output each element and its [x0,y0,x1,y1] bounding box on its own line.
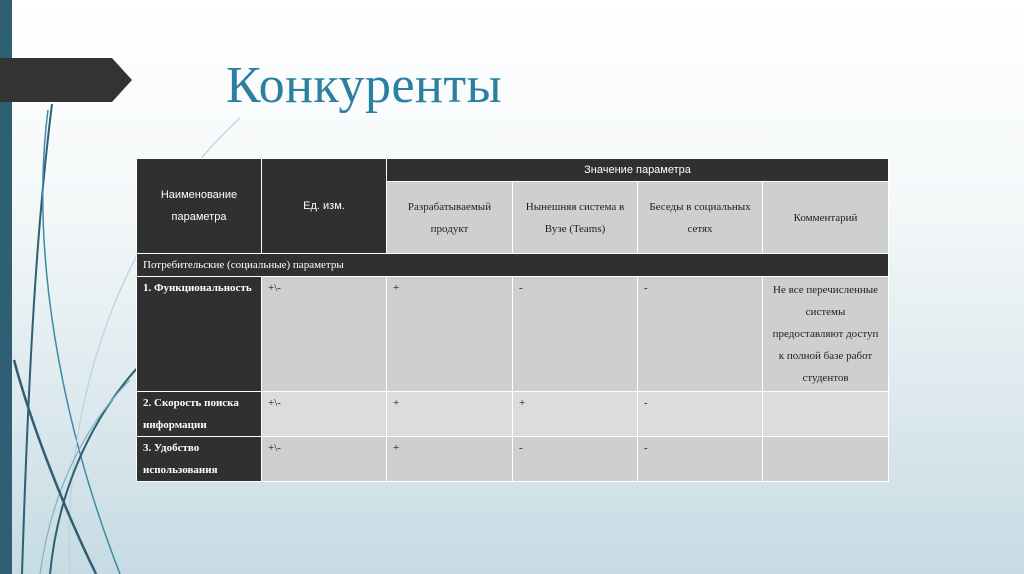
subheader-social-chats: Беседы в социальных сетях [638,182,763,254]
row-comment [763,392,889,437]
header-parameter-name [137,159,262,254]
row-product-value: + [387,437,513,482]
row-current-value: - [513,437,638,482]
row-comment [763,437,889,482]
row-name: 2. Скорость поиска информации [137,392,262,437]
row-unit: +\- [262,277,387,392]
row-unit: +\- [262,392,387,437]
table-row [137,277,889,392]
title-arrow-shape [0,58,132,102]
row-name: 1. Функциональность [137,277,262,392]
row-social-value: - [638,392,763,437]
competitors-table [136,158,889,482]
row-current-value: + [513,392,638,437]
row-unit: +\- [262,437,387,482]
header-unit-text: Ед. изм. [303,200,345,212]
row-social-value: - [638,277,763,392]
section-consumer-params: Потребительские (социальные) параметры [137,254,889,277]
header-parameter-name-text: Наименование параметра [160,189,238,223]
row-product-value: + [387,277,513,392]
row-comment: Не все перечисленные системы предоставляют доступ к полной базе работ студентов [763,277,889,392]
header-value-group: Значение параметра [387,159,889,182]
subheader-product: Разрабатываемый продукт [387,182,513,254]
row-social-value: - [638,437,763,482]
table-row [137,437,889,482]
row-name: 3. Удобство использования [137,437,262,482]
row-product-value: + [387,392,513,437]
row-current-value: - [513,277,638,392]
table-row [137,392,889,437]
subheader-comment: Комментарий [763,182,889,254]
header-unit [262,159,387,254]
subheader-current-system: Нынешняя система в Вузе (Teams) [513,182,638,254]
slide-title: Конкуренты [226,57,503,114]
